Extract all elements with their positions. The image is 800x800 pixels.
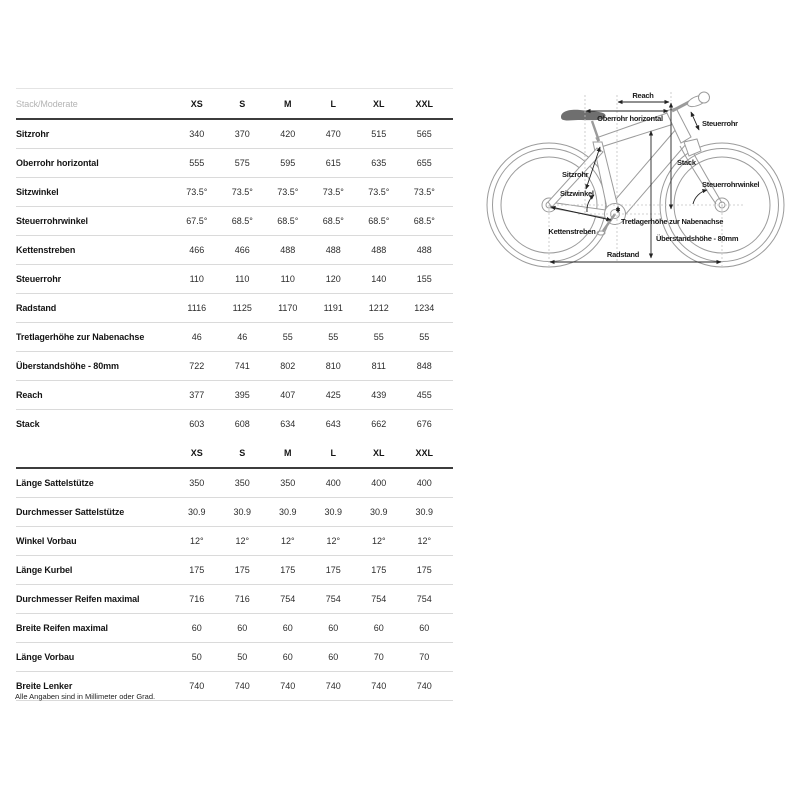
row-label: Radstand <box>16 303 57 313</box>
table-cell: 1234 <box>414 303 435 313</box>
table-cell: 741 <box>234 361 250 371</box>
tretlagerhoehe-label: Tretlagerhöhe zur Nabenachse <box>621 217 724 226</box>
table-cell: 110 <box>235 274 250 284</box>
table-cell: 802 <box>280 361 296 371</box>
table-cell: 12° <box>189 536 204 546</box>
column-header: L <box>330 98 336 109</box>
table-cell: 1125 <box>232 303 252 313</box>
table-cell: 754 <box>416 594 432 604</box>
table-cell: 60 <box>328 623 339 633</box>
row-label: Sitzwinkel <box>16 187 59 197</box>
table-cell: 120 <box>325 274 341 284</box>
row-label: Durchmesser Sattelstütze <box>16 507 125 517</box>
table-cell: 73.5° <box>186 187 208 197</box>
table-row <box>16 149 453 178</box>
table-cell: 615 <box>325 158 341 168</box>
column-header: L <box>330 447 336 458</box>
table-cell: 740 <box>416 681 432 691</box>
table-cell: 470 <box>325 129 341 139</box>
table-cell: 555 <box>189 158 205 168</box>
table-cell: 30.9 <box>187 507 206 517</box>
section-title: Stack/Moderate <box>16 98 78 109</box>
table-row <box>16 381 453 410</box>
row-label: Sitzrohr <box>16 129 50 139</box>
table-cell: 603 <box>189 419 205 429</box>
table-cell: 716 <box>234 594 250 604</box>
table-cell: 110 <box>189 274 204 284</box>
column-header: M <box>284 98 292 109</box>
geometry-table <box>16 88 453 701</box>
table-cell: 55 <box>419 332 430 342</box>
table-cell: 30.9 <box>415 507 434 517</box>
table-cell: 12° <box>326 536 341 546</box>
table-cell: 60 <box>191 623 202 633</box>
row-label: Steuerrohr <box>16 274 62 284</box>
table-cell: 155 <box>416 274 432 284</box>
column-header: S <box>239 447 246 458</box>
column-header: XXL <box>415 98 433 109</box>
handlebar <box>672 92 710 111</box>
table-row <box>16 498 453 527</box>
row-label: Länge Sattelstütze <box>16 478 94 488</box>
row-label: Überstandshöhe - 80mm <box>16 361 119 371</box>
table-row <box>16 323 453 352</box>
table-cell: 60 <box>419 623 430 633</box>
column-header: M <box>284 447 292 458</box>
oberrohr-label: Oberrohr horizontal <box>597 114 663 123</box>
table-cell: 70 <box>373 652 384 662</box>
steuerrohrwinkel-arc <box>693 190 707 204</box>
row-label: Kettenstreben <box>16 245 76 255</box>
table-row <box>16 585 453 614</box>
table-cell: 400 <box>371 478 387 488</box>
row-label: Breite Reifen maximal <box>16 623 108 633</box>
table-cell: 70 <box>419 652 430 662</box>
table-cell: 395 <box>234 390 250 400</box>
table-row <box>16 410 453 438</box>
table-cell: 377 <box>189 390 205 400</box>
table-cell: 55 <box>282 332 293 342</box>
table-cell: 848 <box>416 361 432 371</box>
table-row <box>16 294 453 323</box>
table-cell: 175 <box>416 565 432 575</box>
table-cell: 60 <box>282 652 293 662</box>
table-cell: 439 <box>371 390 387 400</box>
table-cell: 60 <box>328 652 339 662</box>
steuerrohr-label: Steuerrohr <box>702 119 738 128</box>
table-cell: 425 <box>325 390 341 400</box>
table-cell: 60 <box>373 623 384 633</box>
table-cell: 350 <box>280 478 296 488</box>
table-cell: 30.9 <box>233 507 252 517</box>
table-cell: 740 <box>234 681 250 691</box>
table-cell: 466 <box>189 245 205 255</box>
row-label: Steuerrohrwinkel <box>16 216 88 226</box>
table-cell: 722 <box>189 361 205 371</box>
table-cell: 810 <box>325 361 341 371</box>
table-cell: 655 <box>416 158 432 168</box>
table-cell: 50 <box>237 652 248 662</box>
table-cell: 634 <box>280 419 296 429</box>
table-cell: 643 <box>325 419 341 429</box>
table-cell: 60 <box>282 623 293 633</box>
sitzrohr-label: Sitzrohr <box>562 170 589 179</box>
table-row <box>16 643 453 672</box>
table-row <box>16 178 453 207</box>
table-cell: 595 <box>280 158 296 168</box>
table-row <box>16 207 453 236</box>
table-cell: 73.5° <box>277 187 299 197</box>
table-cell: 110 <box>280 274 295 284</box>
column-header: XL <box>372 447 385 458</box>
bar-end <box>699 92 710 103</box>
table-cell: 73.5° <box>368 187 390 197</box>
table-cell: 488 <box>416 245 432 255</box>
table-cell: 407 <box>280 390 296 400</box>
table-cell: 740 <box>189 681 205 691</box>
frame <box>548 108 722 219</box>
table-cell: 1116 <box>187 303 207 313</box>
ueberstandshoehe-label: Überstandshöhe - 80mm <box>656 234 739 243</box>
table-row <box>16 527 453 556</box>
sitzwinkel-label: Sitzwinkel <box>560 189 594 198</box>
table-cell: 740 <box>280 681 296 691</box>
table-cell: 400 <box>416 478 432 488</box>
table-cell: 1191 <box>323 303 343 313</box>
column-header: S <box>239 98 246 109</box>
table-cell: 55 <box>328 332 339 342</box>
column-header: XL <box>372 98 385 109</box>
table-cell: 68.5° <box>231 216 253 226</box>
table-cell: 635 <box>371 158 387 168</box>
table-cell: 30.9 <box>324 507 343 517</box>
table-cell: 68.5° <box>322 216 344 226</box>
table-row <box>16 556 453 585</box>
row-label: Länge Kurbel <box>16 565 73 575</box>
table-cell: 515 <box>371 129 387 139</box>
table-cell: 662 <box>371 419 387 429</box>
table-cell: 488 <box>325 245 341 255</box>
table-cell: 488 <box>280 245 296 255</box>
table-cell: 455 <box>416 390 432 400</box>
table-cell: 140 <box>371 274 387 284</box>
table-cell: 175 <box>234 565 250 575</box>
table-cell: 400 <box>325 478 341 488</box>
footnote: Alle Angaben sind in Millimeter oder Grad. <box>15 692 156 701</box>
table-row <box>16 120 453 149</box>
table-cell: 754 <box>371 594 387 604</box>
table-cell: 1212 <box>368 303 389 313</box>
row-label: Reach <box>16 390 43 400</box>
bike-geometry-diagram <box>478 78 800 300</box>
table-cell: 46 <box>237 332 248 342</box>
table-cell: 488 <box>371 245 387 255</box>
table-cell: 73.5° <box>231 187 253 197</box>
table-header-row <box>16 438 453 469</box>
table-row <box>16 469 453 498</box>
stack-label: Stack <box>677 158 696 167</box>
kettenstreben-label: Kettenstreben <box>548 227 596 236</box>
table-cell: 466 <box>234 245 250 255</box>
row-label: Winkel Vorbau <box>16 536 77 546</box>
row-label: Stack <box>16 419 40 429</box>
table-header-row <box>16 89 453 120</box>
table-cell: 68.5° <box>413 216 435 226</box>
table-cell: 175 <box>325 565 341 575</box>
table-cell: 12° <box>235 536 250 546</box>
reach-label: Reach <box>632 91 654 100</box>
table-cell: 754 <box>325 594 341 604</box>
table-cell: 55 <box>373 332 384 342</box>
table-cell: 350 <box>189 478 205 488</box>
table-cell: 340 <box>189 129 205 139</box>
table-cell: 420 <box>280 129 296 139</box>
row-label: Länge Vorbau <box>16 652 75 662</box>
table-row <box>16 352 453 381</box>
table-cell: 12° <box>371 536 386 546</box>
row-label: Durchmesser Reifen maximal <box>16 594 140 604</box>
radstand-label: Radstand <box>606 250 640 259</box>
column-header: XS <box>190 447 203 458</box>
table-cell: 811 <box>371 361 386 371</box>
table-cell: 67.5° <box>186 216 208 226</box>
table-cell: 30.9 <box>278 507 297 517</box>
table-cell: 68.5° <box>368 216 390 226</box>
table-cell: 50 <box>191 652 202 662</box>
table-cell: 716 <box>189 594 205 604</box>
table-cell: 1170 <box>278 303 298 313</box>
table-cell: 754 <box>280 594 296 604</box>
table-cell: 608 <box>234 419 250 429</box>
table-cell: 46 <box>191 332 202 342</box>
table-cell: 740 <box>371 681 387 691</box>
table-cell: 175 <box>371 565 387 575</box>
column-header: XXL <box>415 447 433 458</box>
table-cell: 60 <box>237 623 248 633</box>
table-cell: 676 <box>416 419 432 429</box>
row-label: Oberrohr horizontal <box>16 158 99 168</box>
table-cell: 73.5° <box>413 187 435 197</box>
table-cell: 12° <box>417 536 432 546</box>
table-cell: 30.9 <box>369 507 388 517</box>
table-cell: 68.5° <box>277 216 299 226</box>
table-cell: 575 <box>234 158 250 168</box>
table-cell: 370 <box>234 129 250 139</box>
table-cell: 565 <box>416 129 432 139</box>
table-cell: 350 <box>234 478 250 488</box>
steuerrohr-arrow <box>691 112 699 130</box>
column-header: XS <box>190 98 203 109</box>
table-cell: 12° <box>280 536 295 546</box>
table-row <box>16 265 453 294</box>
table-cell: 73.5° <box>322 187 344 197</box>
row-label: Breite Lenker <box>16 681 73 691</box>
table-cell: 175 <box>280 565 296 575</box>
row-label: Tretlagerhöhe zur Nabenachse <box>16 332 145 342</box>
table-cell: 175 <box>189 565 205 575</box>
steuerrohrwinkel-label: Steuerrohrwinkel <box>702 180 760 189</box>
table-row <box>16 236 453 265</box>
table-cell: 740 <box>325 681 341 691</box>
table-row <box>16 614 453 643</box>
